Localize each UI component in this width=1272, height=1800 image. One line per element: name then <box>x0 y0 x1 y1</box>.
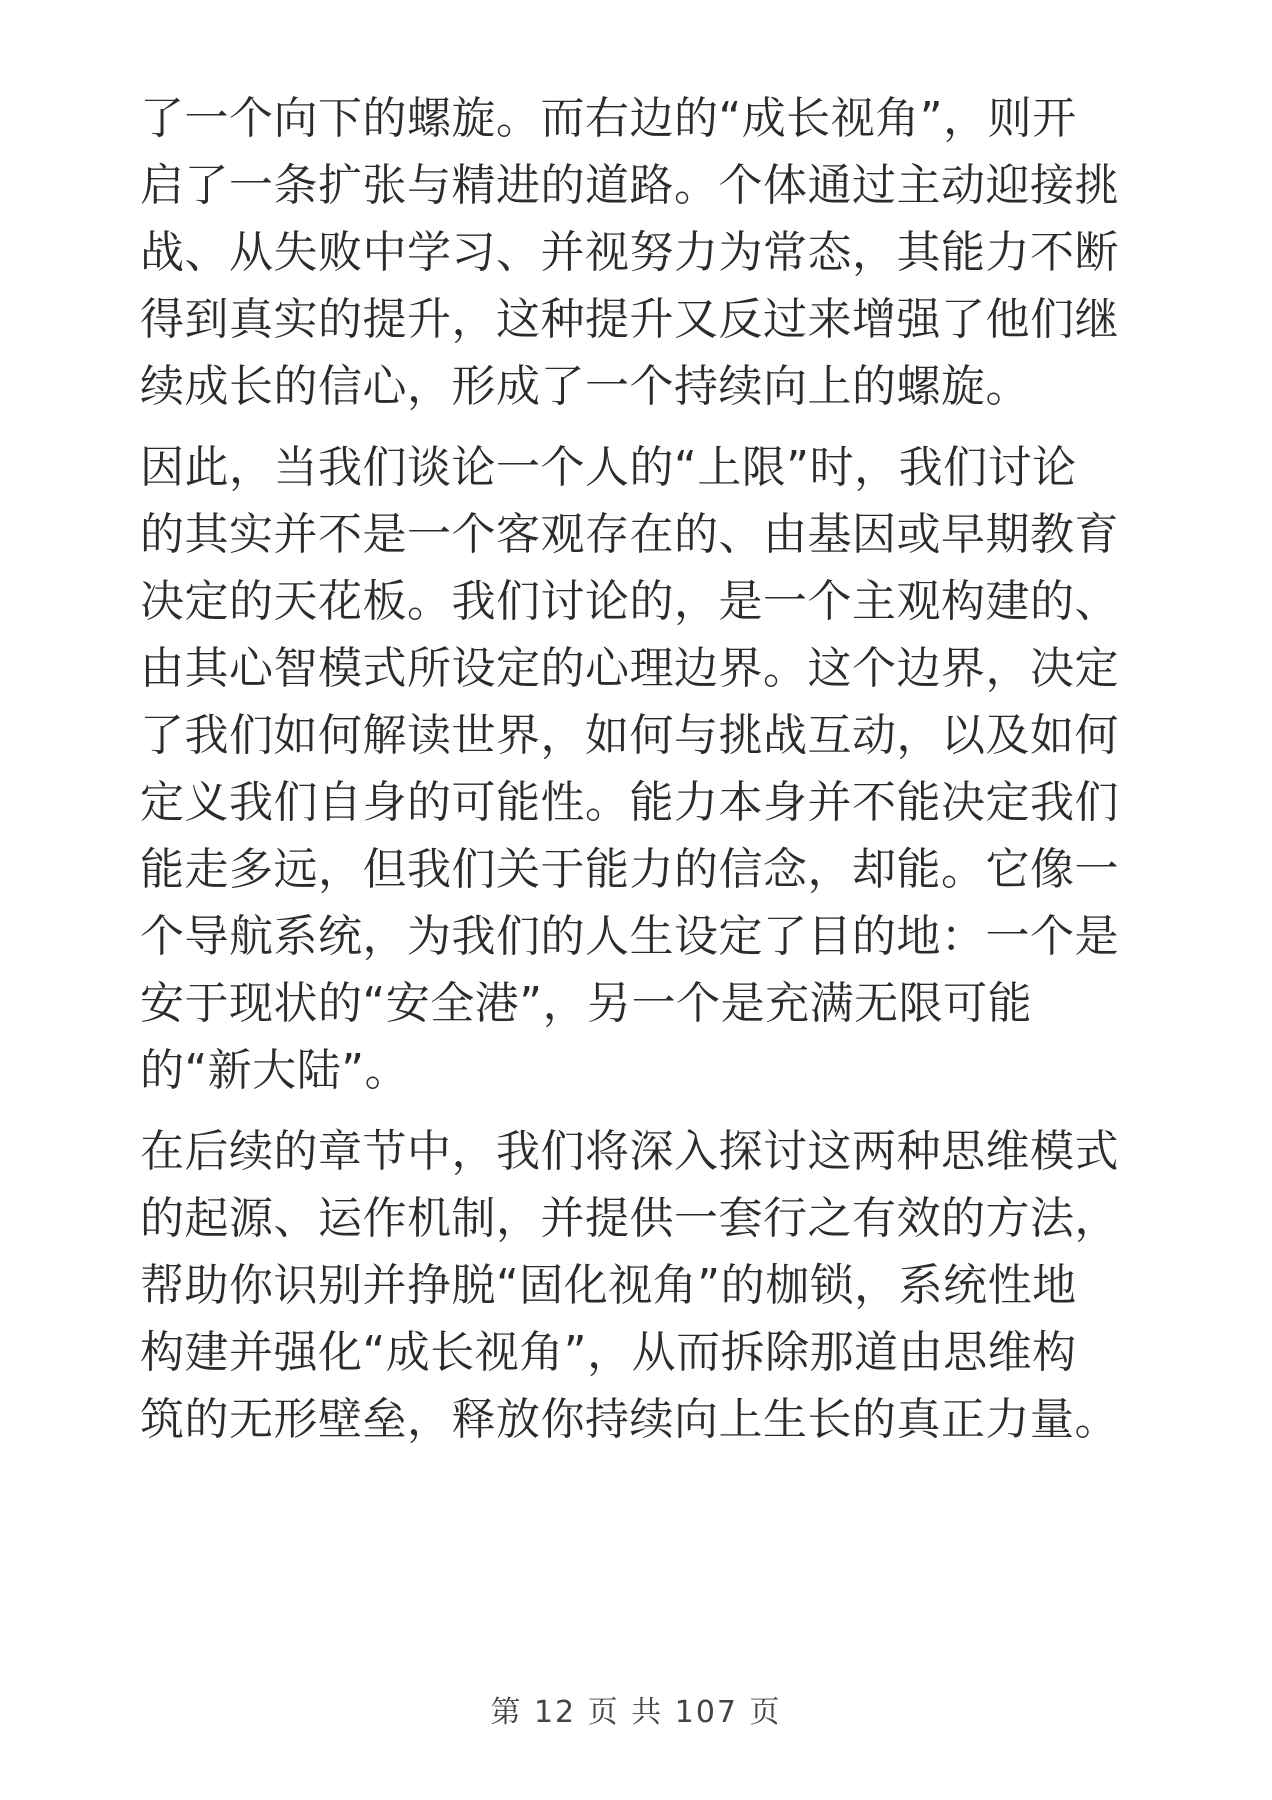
text-line: 战、从失败中学习、并视努力为常态，其能力不断 <box>140 227 1119 278</box>
text-line: 安于现状的“安全港”，另一个是充满无限可能 <box>140 978 1033 1029</box>
paragraph <box>140 434 1140 1104</box>
text-line: 决定的天花板。我们讨论的，是一个主观构建的、 <box>140 576 1119 627</box>
text-line: 能走多远，但我们关于能力的信念，却能。它像一 <box>140 844 1119 895</box>
document-body <box>140 85 1140 1467</box>
text-line: 个导航系统，为我们的人生设定了目的地：一个是 <box>140 911 1119 962</box>
text-line: 帮助你识别并挣脱“固化视角”的枷锁，系统性地 <box>140 1260 1077 1311</box>
text-line: 筑的无形壁垒，释放你持续向上生长的真正力量。 <box>140 1394 1119 1445</box>
text-line: 因此，当我们谈论一个人的“上限”时，我们讨论 <box>140 442 1077 493</box>
text-line: 在后续的章节中，我们将深入探讨这两种思维模式 <box>140 1126 1119 1177</box>
text-line: 的其实并不是一个客观存在的、由基因或早期教育 <box>140 509 1119 560</box>
text-line: 构建并强化“成长视角”，从而拆除那道由思维构 <box>140 1327 1077 1378</box>
text-line: 了一个向下的螺旋。而右边的“成长视角”，则开 <box>140 93 1077 144</box>
text-line: 了我们如何解读世界，如何与挑战互动，以及如何 <box>140 710 1119 761</box>
paragraph <box>140 85 1140 420</box>
text-line: 由其心智模式所设定的心理边界。这个边界，决定 <box>140 643 1119 694</box>
text-line: 得到真实的提升，这种提升又反过来增强了他们继 <box>140 294 1119 345</box>
page-indicator: 第 12 页 共 107 页 <box>490 1695 782 1730</box>
text-line: 定义我们自身的可能性。能力本身并不能决定我们 <box>140 777 1119 828</box>
text-line: 续成长的信心，形成了一个持续向上的螺旋。 <box>140 361 1030 412</box>
text-line: 启了一条扩张与精进的道路。个体通过主动迎接挑 <box>140 160 1119 211</box>
paragraph <box>140 1118 1140 1453</box>
text-line: 的“新大陆”。 <box>140 1045 410 1096</box>
text-line: 的起源、运作机制，并提供一套行之有效的方法， <box>140 1193 1119 1244</box>
